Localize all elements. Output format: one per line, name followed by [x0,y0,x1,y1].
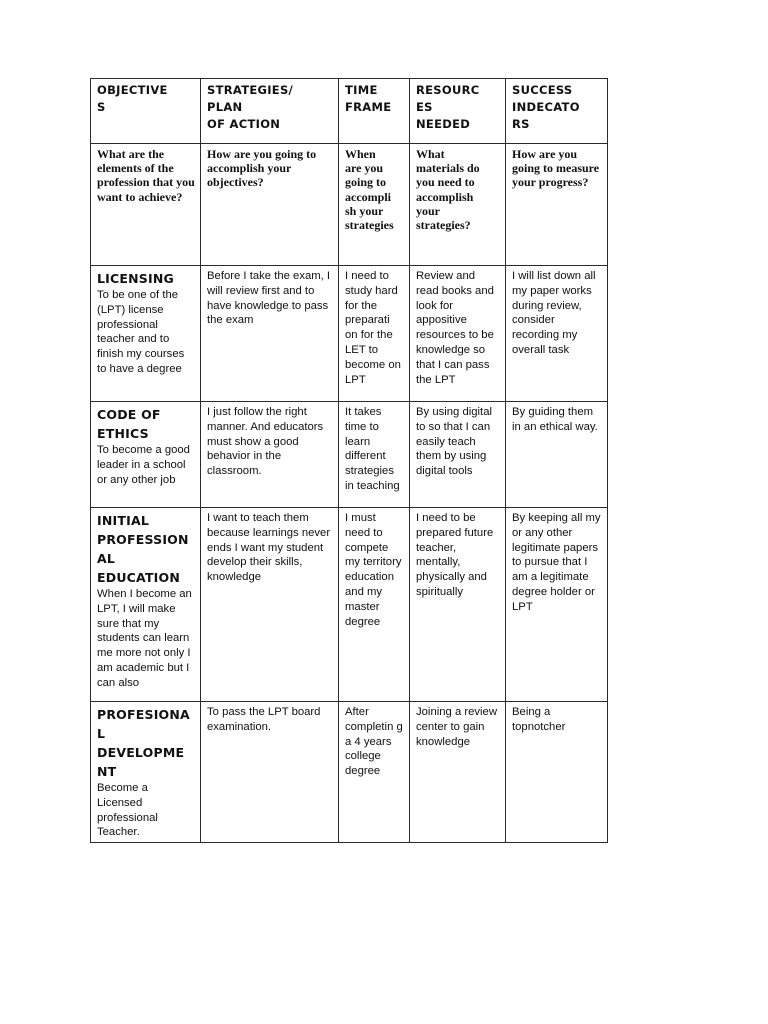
question-objectives: What are the elements of the profession that you want to achieve? [91,144,201,266]
time-frame-cell: It takes time to learn different strategies in teaching [339,402,410,508]
table-row [91,702,608,843]
header-row [91,79,608,144]
header-objectives: OBJECTIVE S [91,79,201,144]
time-frame-cell: After completin g a 4 years college degree [339,702,410,843]
objective-cell [91,402,201,508]
question-success: How are you going to measure your progress? [506,144,608,266]
objective-cell [91,508,201,702]
strategies-cell: Before I take the exam, I will review first and to have knowledge to pass the exam [201,266,339,402]
strategies-cell: I just follow the right manner. And educators must show a good behavior in the classroom. [201,402,339,508]
header-resources: RESOURC ES NEEDED [410,79,506,144]
objective-title: PROFESIONA L DEVELOPME NT [97,707,190,779]
question-time-frame: When are you going to accompli sh your strategies [339,144,410,266]
action-plan-table [90,78,608,843]
objective-title: LICENSING [97,271,174,286]
objective-title: CODE OF ETHICS [97,407,161,441]
success-cell: By guiding them in an ethical way. [506,402,608,508]
objective-desc: To become a good leader in a school or any other job [97,444,190,486]
success-cell: Being a topnotcher [506,702,608,843]
objective-cell [91,266,201,402]
resources-cell: Review and read books and look for appositive resources to be knowledge so that I can pass the LPT [410,266,506,402]
success-cell: I will list down all my paper works during review, consider recording my overall task [506,266,608,402]
time-frame-cell: I need to study hard for the preparati on for the LET to become on LPT [339,266,410,402]
resources-cell: I need to be prepared future teacher, mentally, physically and spiritually [410,508,506,702]
objective-desc: Become a Licensed professional Teacher. [97,782,158,839]
strategies-cell: To pass the LPT board examination. [201,702,339,843]
header-success: SUCCESS INDECATO RS [506,79,608,144]
objective-cell [91,702,201,843]
table-row [91,508,608,702]
strategies-cell: I want to teach them because learnings never ends I want my student develop their skills, knowledge [201,508,339,702]
table-row [91,266,608,402]
header-strategies: STRATEGIES/ PLAN OF ACTION [201,79,339,144]
resources-cell: By using digital to so that I can easily teach them by using digital tools [410,402,506,508]
resources-cell: Joining a review center to gain knowledge [410,702,506,843]
header-time-frame: TIME FRAME [339,79,410,144]
objective-desc: When I become an LPT, I will make sure that my students can learn me more not only I am academic but I can also [97,588,192,689]
table-row [91,402,608,508]
time-frame-cell: I must need to compete my territory education and my master degree [339,508,410,702]
question-row [91,144,608,266]
question-strategies: How are you going to accomplish your objectives? [201,144,339,266]
objective-desc: To be one of the (LPT) license professional teacher and to finish my courses to have a degree [97,289,185,375]
objective-title: INITIAL PROFESSION AL EDUCATION [97,513,189,585]
success-cell: By keeping all my or any other legitimate papers to pursue that I am a legitimate degree holder or LPT [506,508,608,702]
question-resources: What materials do you need to accomplish your strategies? [410,144,506,266]
